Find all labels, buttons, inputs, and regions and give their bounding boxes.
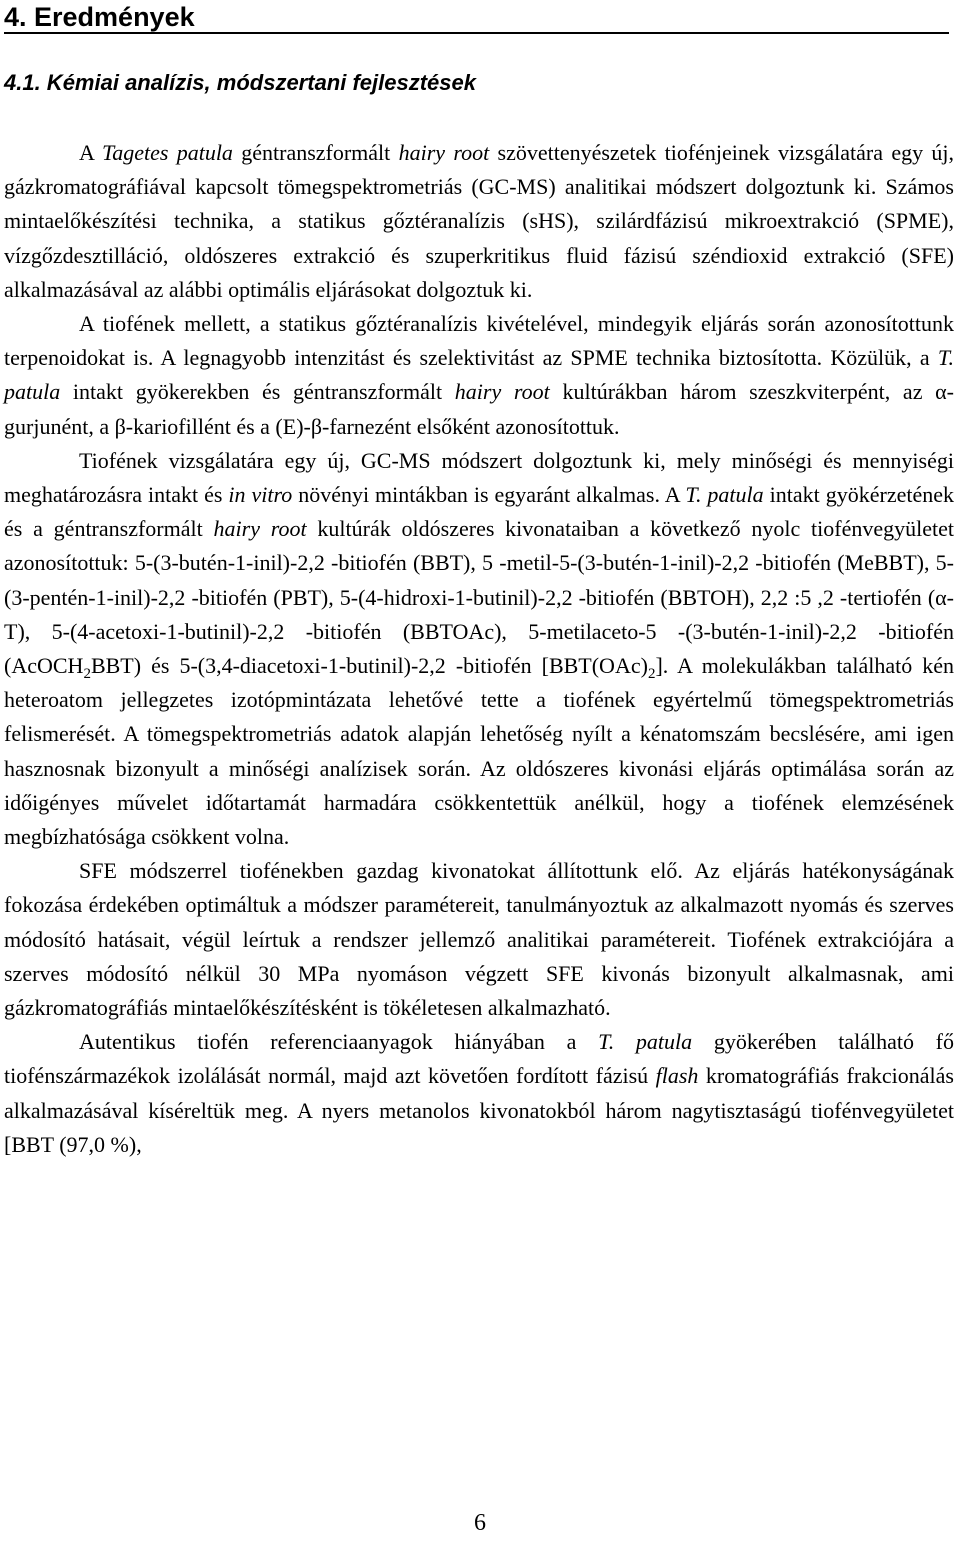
text-run: intakt gyökerekben és géntranszformált [60, 379, 455, 405]
subscript: 2 [647, 666, 656, 683]
paragraph-5 [4, 1025, 954, 1162]
chapter-heading: 4. Eredmények [4, 0, 949, 34]
section-heading: 4.1. Kémiai analízis, módszertani fejlesztések [4, 70, 476, 95]
paragraph-2 [4, 307, 954, 444]
page-number: 6 [474, 1510, 486, 1536]
italic-term: in vitro [228, 482, 293, 508]
text-run: SFE módszerrel tiofénekben gazdag kivonatokat állítottunk elő. Az eljárás hatékonyságának fokozása érdekében optimáltuk a módszer paramétereit, tanulmányoztuk az alkalmazott nyomás és szerves módosító hatásait, végül leírtuk a rendszer jellemző analitikai paramétereit. Tiofének extrakciójára a szerves módosító nélkül 30 MPa nyomáson végzett SFE kivonás bizonyult alkalmasnak, ami gázkromatográfiás mintaelőkészítésként is tökéletesen alkalmazható. [4, 858, 954, 1021]
paragraph-1 [4, 136, 954, 307]
text-run: ]. A molekulákban található kén heteroatom jellegzetes izotópmintázata lehetővé tette a tiofének egyértelmű tömegspektrometriás felismerését. A tömegspektrometriás adatok alapján lehetőség nyílt a kénatomszám becslésére, ami igen hasznosnak bizonyult a minőségi analízisek során. Az oldószeres kivonási eljárás optimálása során az időigényes művelet időtartamát harmadára csökkentettük anélkül, hogy a tiofének elemzésének megbízhatósága csökkent volna. [4, 653, 954, 850]
subscript: 2 [83, 666, 91, 683]
paragraph-4 [4, 854, 954, 1025]
text-run: Autentikus tiofén referenciaanyagok hiányában a [79, 1029, 599, 1055]
paragraph-3 [4, 444, 954, 854]
text-run: kultúrákban három szeszkviterpént, az α-gurjunént, a β-kariofillént és a (E)-β-farnezént elsőként azonosítottuk. [4, 379, 955, 439]
species-name: Tagetes patula [101, 140, 233, 165]
text-run: intakt gyökérzetének és a géntranszformált [4, 482, 954, 542]
species-name: T. patula [685, 482, 764, 508]
species-name: T. patula [4, 345, 954, 405]
text-run: BBT) és 5-(3,4-diacetoxi-1-butinil)-2,2 -bitiofén [BBT(OAc) [90, 653, 648, 679]
italic-term: hairy root [398, 140, 490, 165]
text-run: kromatográfiás frakcionálás alkalmazásával kíséreltük meg. A nyers metanolos kivonatokból három nagytisztaságú tiofénvegyületet [BBT (97,0 %), [4, 1063, 954, 1157]
text-run: szövettenyészetek tiofénjeinek vizsgálatára egy új, gázkromatográfiával kapcsolt tömegspektrometriás (GC-MS) analitikai módszert dolgoztunk ki. Számos mintaelőkészítési technika, a statikus gőztéranalízis (sHS), szilárdfázisú mikroextrakció (SPME), vízgőzdesztilláció, oldószeres extrakció és szuperkritikus fluid fázisú széndioxid extrakció (SFE) alkalmazásával az alábbi optimális eljárásokat dolgoztuk ki. [4, 140, 955, 302]
italic-term: hairy root [213, 516, 307, 542]
text-run: Tiofének vizsgálatára egy új, GC-MS módszert dolgoztunk ki, mely minőségi és mennyiségi meghatározásra intakt és [4, 447, 954, 508]
text-run: géntranszformált [232, 140, 399, 165]
text-run: növényi mintákban is egyaránt alkalmas. A [292, 482, 686, 508]
italic-term: flash [655, 1063, 699, 1089]
text-run: A tiofének mellett, a statikus gőztéranalízis kivételével, mindegyik eljárás során azonosítottunk terpenoidokat is. A legnagyobb intenzitást és szelektivitást az SPME technika biztosította. Közülük, a [4, 311, 954, 371]
text-run: A [79, 140, 102, 165]
species-name: T. patula [598, 1029, 693, 1055]
italic-term: hairy root [454, 379, 550, 405]
body-text [4, 136, 954, 1162]
text-run: gyökerében található fő tiofénszármazékok izolálását normál, majd azt követően fordított fázisú [4, 1029, 955, 1089]
text-run: kultúrák oldószeres kivonataiban a következő nyolc tiofénvegyületet azonosítottuk: 5-(3-butén-1-inil)-2,2 -bitiofén (BBT), 5 -metil-5-(3-butén-1-inil)-2,2 -bitiofén (MeBBT), 5-(3-pentén-1-inil)-2,2 -bitiofén (PBT), 5-(4-hidroxi-1-butinil)-2,2 -bitiofén (BBTOH), 2,2 :5 ,2 -tertiofén (α-T), 5-(4-acetoxi-1-butinil)-2,2 -bitiofén (BBTOAc), 5-metilaceto-5 -(3-butén-1-inil)-2,2 -bitiofén (AcOCH [4, 516, 954, 679]
